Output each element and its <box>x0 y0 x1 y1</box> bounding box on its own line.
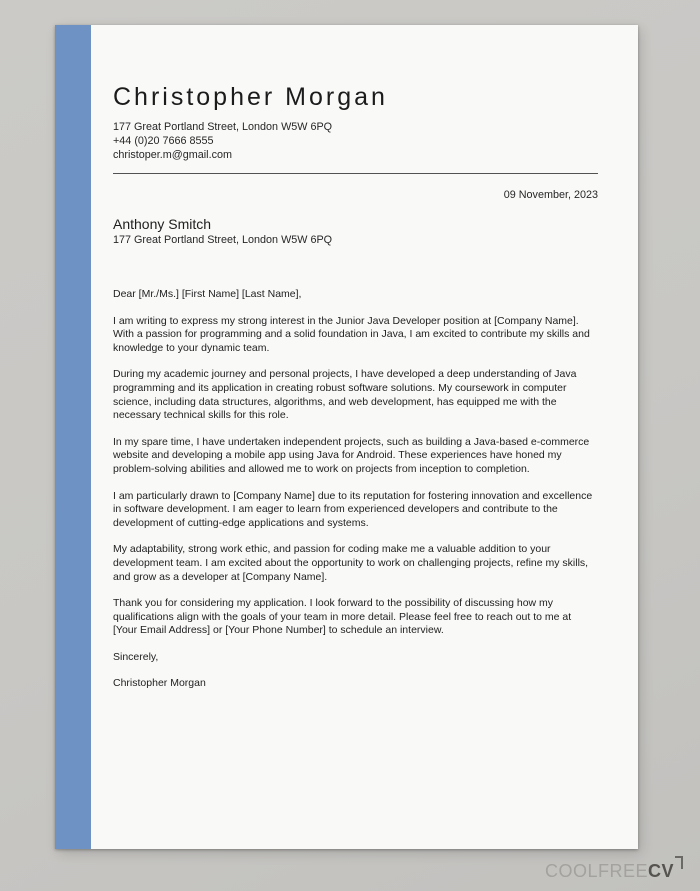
logo-text-light: COOLFREE <box>544 861 648 881</box>
salutation: Dear [Mr./Ms.] [First Name] [Last Name], <box>113 288 302 300</box>
recipient-block <box>113 216 598 247</box>
letter-sheet <box>91 25 638 849</box>
sender-contact-block <box>113 120 598 162</box>
letter-page <box>55 25 638 849</box>
header-divider <box>113 173 598 174</box>
body-paragraph-1: I am writing to express my strong interest in the Junior Java Developer position at [Company Name]. With a passion for programming and a solid foundation in Java, I am excited to contribute my skills and knowledge to your dynamic team. <box>113 314 590 354</box>
logo-text-bold: CV <box>647 861 674 881</box>
logo-corner-mark-icon <box>675 856 683 869</box>
body-paragraph-3: In my spare time, I have undertaken independent projects, such as building a Java-based e-commerce website and developing a mobile app using Java for Android. These experiences have honed my problem-solving abilities and allowed me to work on projects from inception to completion. <box>113 435 590 475</box>
coolfreecv-logo <box>545 856 683 882</box>
sender-name: Christopher Morgan <box>113 83 388 111</box>
sender-address: 177 Great Portland Street, London W5W 6PQ <box>113 121 333 133</box>
body-paragraph-5: My adaptability, strong work ethic, and passion for coding make me a valuable addition to your development team. I am excited about the opportunity to work on challenging projects, refine my skills, and grow as a developer at [Company Name]. <box>113 543 589 583</box>
body-paragraph-4: I am particularly drawn to [Company Name] due to its reputation for fostering innovation and excellence in software development. I am eager to learn from experienced developers and contribute to the development of cutting-edge applications and systems. <box>113 489 593 529</box>
recipient-name: Anthony Smitch <box>113 216 212 232</box>
page-accent-stripe <box>55 25 91 849</box>
signature: Christopher Morgan <box>113 677 206 690</box>
closing: Sincerely, <box>113 650 159 663</box>
body-paragraph-6: Thank you for considering my application. I look forward to the possibility of discussing how my qualifications align with the goals of your team in more detail. Please feel free to reach out to me at [Your Email Address] or [Your Phone Number] to schedule an interview. <box>113 597 572 637</box>
sender-phone: +44 (0)20 7666 8555 <box>113 135 214 147</box>
letter-date: 09 November, 2023 <box>503 189 598 201</box>
sender-email: christoper.m@gmail.com <box>113 149 232 161</box>
recipient-address: 177 Great Portland Street, London W5W 6PQ <box>113 234 333 246</box>
body-paragraph-2: During my academic journey and personal projects, I have developed a deep understanding of Java programming and its application in creating robust software solutions. My coursework in computer science, including data structures, algorithms, and web development, has equipped me with the necessary technical skills for this role. <box>113 368 577 422</box>
